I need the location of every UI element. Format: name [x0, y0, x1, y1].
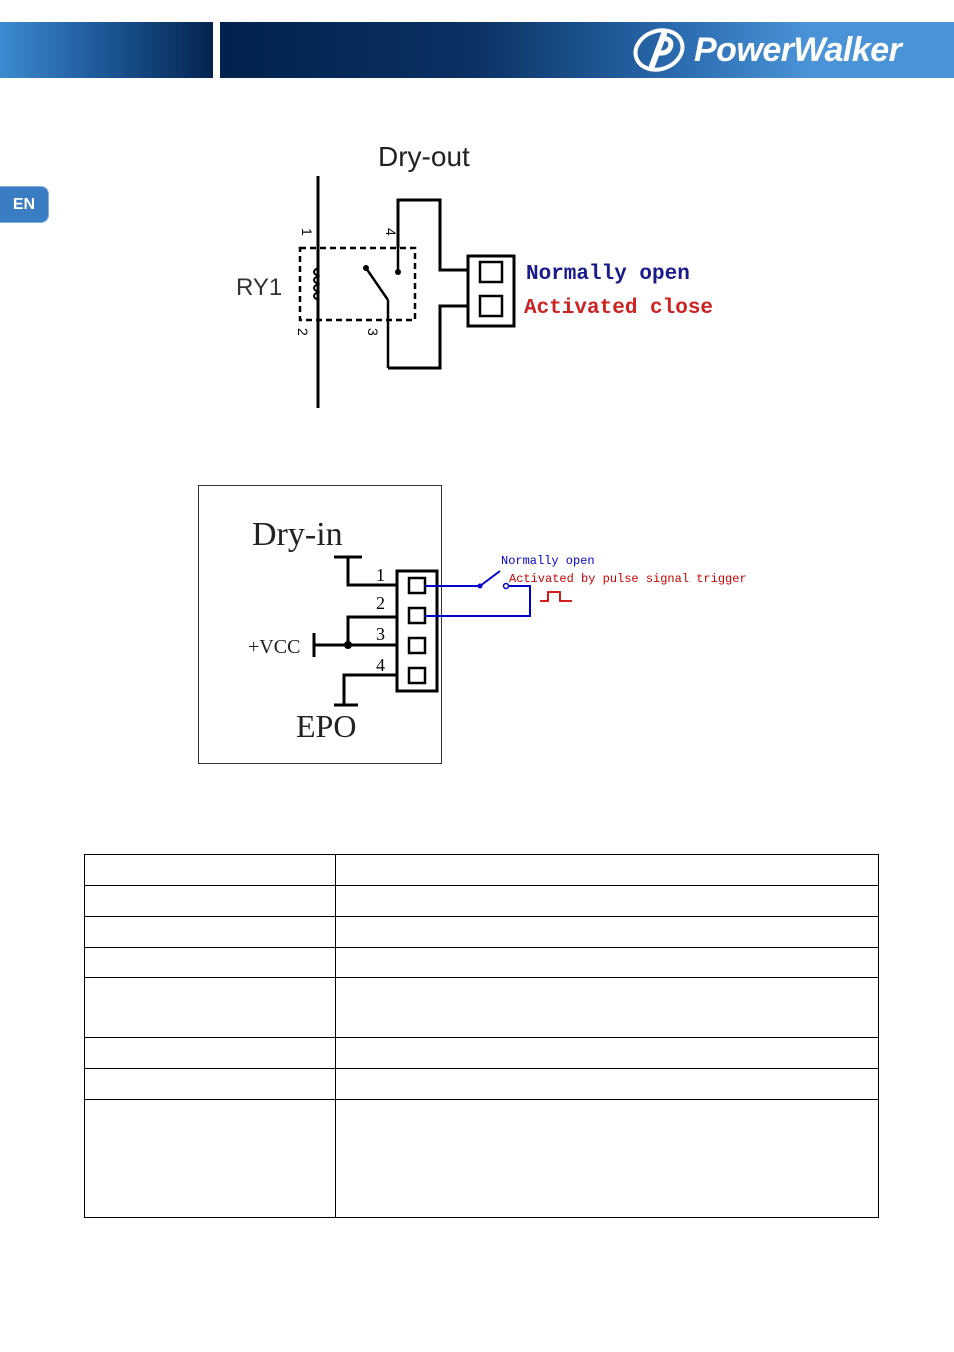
dry-out-diagram [230, 128, 750, 418]
table-cell [85, 978, 336, 1038]
connector-pin [409, 668, 425, 683]
table-cell [85, 1069, 336, 1100]
wire [348, 557, 396, 585]
table-row [85, 1038, 879, 1069]
brand-name: PowerWalker [694, 30, 902, 69]
connector-pin [480, 262, 502, 282]
dry-out-title: Dry-out [378, 141, 470, 172]
activated-trigger-label: Activated by pulse signal trigger [509, 572, 747, 586]
external-wire [425, 586, 530, 616]
relay-contact [363, 265, 369, 271]
table-row [85, 1100, 879, 1218]
pin-label: 1 [376, 565, 385, 585]
header-divider [213, 22, 220, 78]
connector-pin [409, 638, 425, 653]
activated-close-label: Activated close [524, 297, 714, 320]
relay-label: RY1 [236, 274, 283, 301]
connector-pin [409, 608, 425, 623]
vcc-label: +VCC [248, 636, 301, 658]
brand-logo [630, 24, 946, 76]
epo-label: EPO [296, 708, 357, 744]
table-cell [336, 1100, 879, 1218]
table-cell [336, 855, 879, 886]
table-cell [85, 1100, 336, 1218]
table-cell [336, 917, 879, 948]
dry-in-diagram [198, 485, 798, 765]
pin-label: 3 [365, 328, 381, 336]
connector-pin [409, 578, 425, 593]
pin-label: 2 [295, 328, 311, 336]
table-cell [336, 1038, 879, 1069]
table-cell [85, 917, 336, 948]
table-cell [85, 1038, 336, 1069]
wire [344, 675, 396, 705]
table-row [85, 948, 879, 978]
connector-pin [480, 296, 502, 316]
powerwalker-logo-icon [630, 26, 688, 74]
table-cell [85, 855, 336, 886]
relay-switch-arm [366, 268, 388, 300]
wire [348, 617, 396, 645]
pulse-signal-icon [540, 592, 572, 601]
pin-label: 4 [383, 228, 399, 236]
switch-contact [478, 584, 483, 589]
pin-label: 3 [376, 624, 385, 644]
table-cell [336, 948, 879, 978]
normally-open-label: Normally open [501, 554, 595, 568]
pin-label: 4 [376, 655, 385, 675]
table-cell [85, 948, 336, 978]
table-cell [336, 886, 879, 917]
language-tab-en[interactable]: EN [0, 186, 49, 223]
table-cell [336, 1069, 879, 1100]
table-row [85, 917, 879, 948]
table-row [85, 1069, 879, 1100]
junction [344, 641, 352, 649]
table-row [85, 886, 879, 917]
external-switch [480, 571, 500, 586]
pin-label: 2 [376, 593, 385, 613]
dry-out-wire-top [398, 200, 468, 270]
pin-label: 1 [299, 228, 315, 236]
table-row [85, 855, 879, 886]
switch-contact [504, 584, 509, 589]
table-cell [336, 978, 879, 1038]
table-cell [85, 886, 336, 917]
normally-open-label: Normally open [526, 263, 690, 286]
dry-in-title: Dry-in [252, 516, 343, 553]
table-row [85, 978, 879, 1038]
dry-in-connector [397, 571, 437, 691]
header-banner-left [0, 22, 213, 78]
spec-table [84, 854, 879, 1218]
dry-out-wire-bottom [388, 306, 468, 368]
